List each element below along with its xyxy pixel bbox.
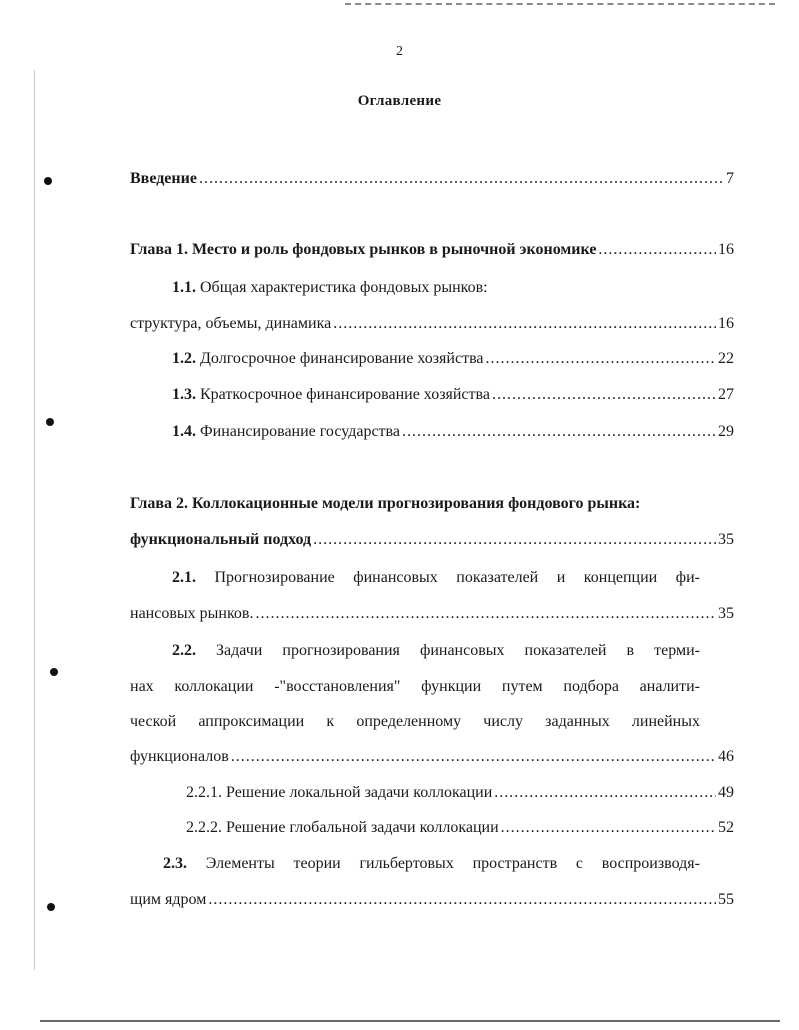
toc-entry-2-2-line4 xyxy=(130,747,734,767)
toc-entry-chapter-1 xyxy=(130,240,734,260)
section-number: 1.3. xyxy=(172,386,196,403)
dot-leader xyxy=(486,349,716,369)
section-number: 1.2. xyxy=(172,350,196,367)
toc-page-number: 52 xyxy=(718,819,734,836)
toc-entry-label: Общая характеристика фондовых рынков: xyxy=(196,279,488,296)
toc-entry-label: Глава 2. Коллокационные модели прогнозирования фондового рынка: xyxy=(130,495,641,512)
scan-bottom-edge xyxy=(40,1020,780,1022)
toc-entry-label: Элементы теории гильбертовых пространств с воспроизводя- xyxy=(187,855,700,872)
toc-entry-2-3-line2 xyxy=(130,890,734,910)
toc-entry-1-1-line2 xyxy=(130,314,734,334)
scan-left-edge xyxy=(34,70,35,970)
toc-page-number: 27 xyxy=(718,386,734,403)
toc-entry-1-3 xyxy=(172,385,734,405)
section-number: 2.2. xyxy=(172,642,196,659)
dot-leader xyxy=(313,530,716,550)
toc-entry-2-2-2 xyxy=(186,818,734,838)
page-number: 2 xyxy=(396,44,403,59)
toc-entry-1-4 xyxy=(172,422,734,442)
toc-entry-label: Финансирование государства xyxy=(196,423,400,440)
toc-entry-2-1-line1 xyxy=(172,568,700,588)
dot-leader xyxy=(333,314,716,334)
dot-leader xyxy=(492,385,716,405)
toc-entry-2-3-line1 xyxy=(163,854,700,874)
toc-entry-1-2 xyxy=(172,349,734,369)
section-number: 2.1. xyxy=(172,569,196,586)
toc-page-number: 35 xyxy=(718,531,734,548)
toc-entry-label: 2.2.2. Решение глобальной задачи коллокации xyxy=(186,819,499,836)
punch-hole-mark xyxy=(47,903,55,911)
dot-leader xyxy=(255,604,716,624)
toc-entry-intro xyxy=(130,169,734,189)
dot-leader xyxy=(208,890,716,910)
dot-leader xyxy=(402,422,716,442)
toc-entry-2-2-line2 xyxy=(130,677,700,697)
dot-leader xyxy=(598,240,716,260)
toc-page-number: 29 xyxy=(718,423,734,440)
page-title: Оглавление xyxy=(357,93,442,109)
toc-entry-label: Краткосрочное финансирование хозяйства xyxy=(196,386,490,403)
toc-page-number: 16 xyxy=(718,315,734,332)
toc-entry-label: Прогнозирование финансовых показателей и концепции фи- xyxy=(196,569,700,586)
toc-entry-2-2-1 xyxy=(186,783,734,803)
toc-entry-label: функционалов xyxy=(130,748,229,765)
toc-entry-label: нах коллокации -"восстановления" функции путем подбора аналити- xyxy=(130,678,700,695)
toc-entry-2-2-line1 xyxy=(172,641,700,661)
toc-entry-label: функциональный подход xyxy=(130,531,312,548)
section-number: 1.1. xyxy=(172,279,196,296)
toc-entry-label: щим ядром xyxy=(130,891,207,908)
toc-entry-2-1-line2 xyxy=(130,604,734,624)
section-number: 1.4. xyxy=(172,423,196,440)
toc-entry-label: 2.2.1. Решение локальной задачи коллокации xyxy=(186,784,493,801)
punch-hole-mark xyxy=(44,177,52,185)
toc-entry-label: нансовых рынков. xyxy=(130,605,254,622)
toc-entry-1-1-line1 xyxy=(172,278,488,298)
scan-top-edge xyxy=(345,3,775,5)
toc-page-number: 22 xyxy=(718,350,734,367)
toc-entry-2-2-line3 xyxy=(130,712,700,732)
dot-leader xyxy=(231,747,716,767)
toc-page-number: 55 xyxy=(718,891,734,908)
punch-hole-mark xyxy=(46,418,54,426)
punch-hole-mark xyxy=(50,668,58,676)
dot-leader xyxy=(501,818,716,838)
dot-leader xyxy=(199,169,724,189)
toc-entry-label: Глава 1. Место и роль фондовых рынков в рыночной экономике xyxy=(130,241,597,258)
toc-entry-label: структура, объемы, динамика xyxy=(130,315,332,332)
toc-entry-label: Долгосрочное финансирование хозяйства xyxy=(196,350,484,367)
toc-page-number: 49 xyxy=(718,784,734,801)
toc-entry-label: ческой аппроксимации к определенному числу заданных линейных xyxy=(130,713,700,730)
toc-entry-label: Введение xyxy=(130,170,197,187)
toc-entry-chapter-2-line1 xyxy=(130,494,640,514)
dot-leader xyxy=(494,783,716,803)
section-number: 2.3. xyxy=(163,855,187,872)
toc-entry-chapter-2-line2 xyxy=(130,530,734,550)
toc-entry-label: Задачи прогнозирования финансовых показателей в терми- xyxy=(196,642,700,659)
toc-page-number: 35 xyxy=(718,605,734,622)
toc-page-number: 16 xyxy=(718,241,734,258)
toc-page-number: 7 xyxy=(726,170,734,187)
toc-page-number: 46 xyxy=(718,748,734,765)
